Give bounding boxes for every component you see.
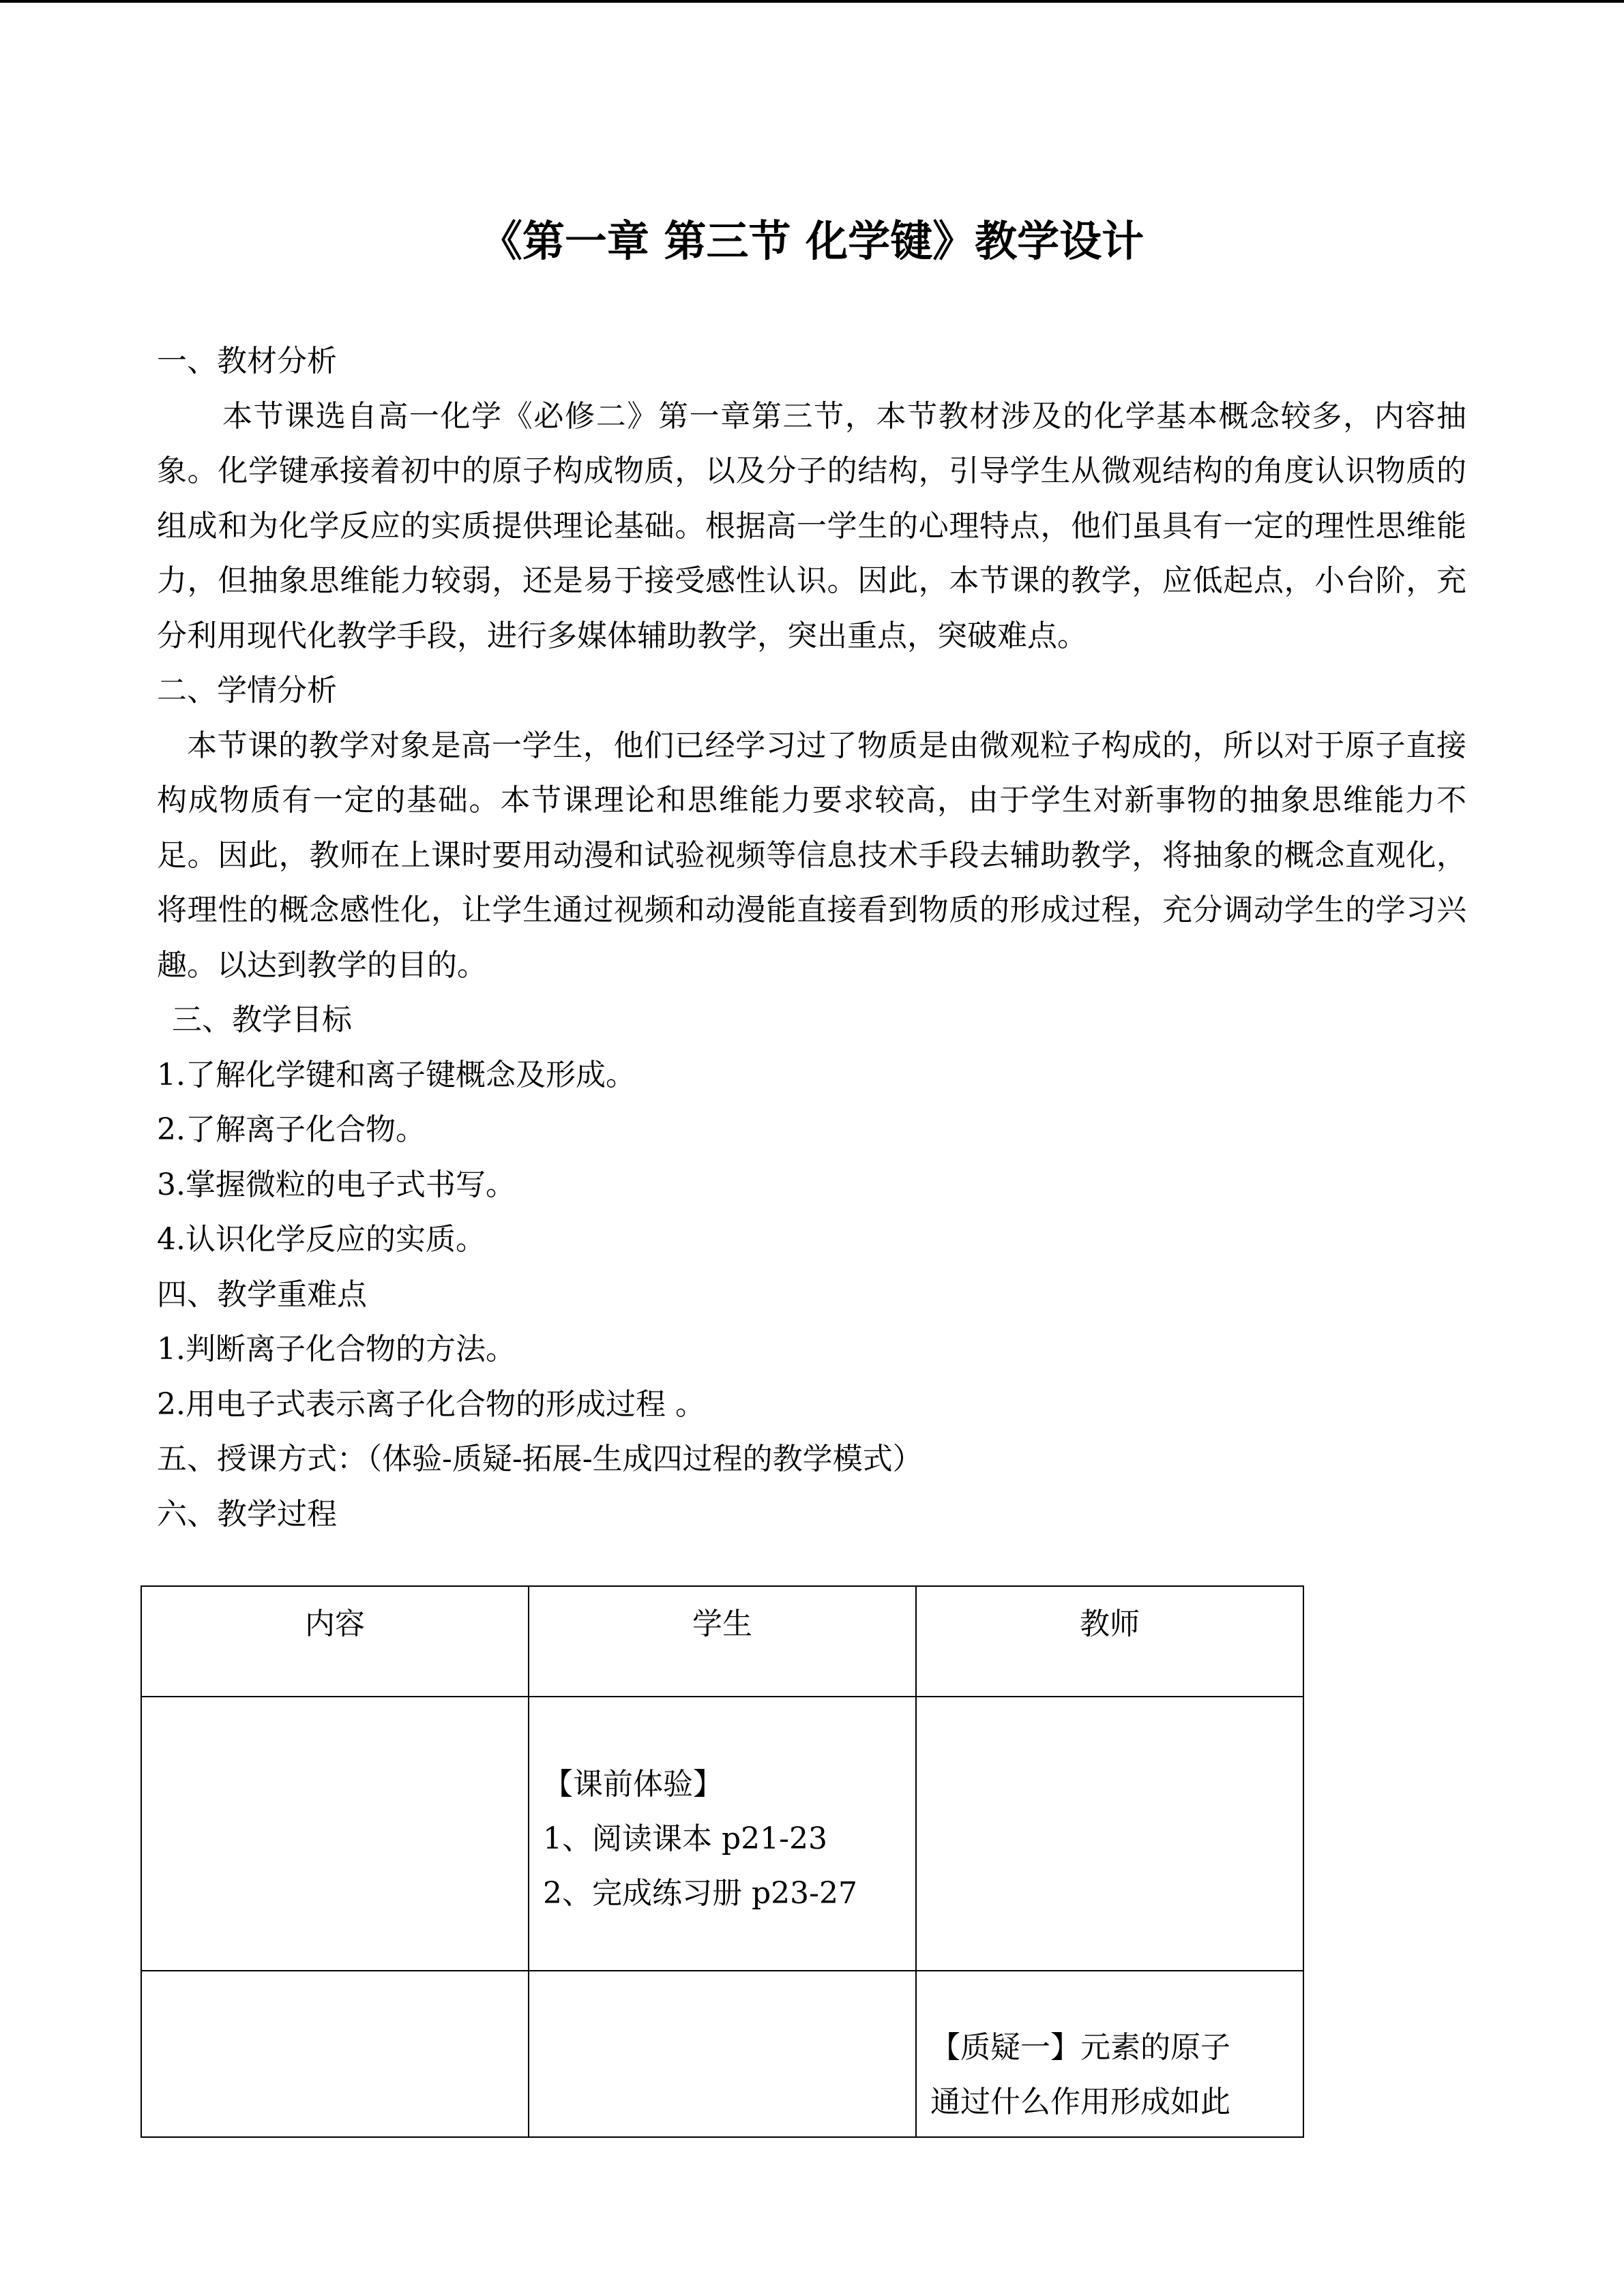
document-title: 《第一章 第三节 化学键》教学设计 [479, 216, 1145, 266]
section-heading-5: 五、授课方式：（体验-质疑-拓展-生成四过程的教学模式） [157, 1442, 923, 1476]
section-heading-1: 一、教材分析 [157, 344, 337, 378]
table-cell-student [529, 1697, 916, 1971]
table-cell-teacher [916, 1697, 1303, 1971]
header-content: 内容 [141, 1586, 529, 1697]
top-border [0, 0, 1624, 3]
objective-item: 2.了解离子化合物。 [157, 1112, 426, 1147]
section-heading-6: 六、教学过程 [157, 1496, 337, 1532]
table-cell-student [529, 1971, 916, 2137]
student-activity-line: 1、阅读课本 p21-23 [543, 1821, 827, 1856]
keypoint-item: 2.用电子式表示离子化合物的形成过程 。 [157, 1386, 705, 1422]
table-cell-content [141, 1971, 529, 2137]
teaching-process-table [141, 1585, 1304, 2138]
teacher-activity-line: 【质疑一】元素的原子 [930, 2030, 1230, 2065]
section-heading-2: 二、学情分析 [157, 673, 337, 708]
student-activity-line: 2、完成练习册 p23-27 [543, 1876, 857, 1911]
section-heading-4: 四、教学重难点 [157, 1277, 367, 1312]
table-header-row [141, 1586, 1303, 1697]
table-row [141, 1697, 1303, 1971]
table-cell-content [141, 1697, 529, 1971]
section-body-2: 本节课的教学对象是高一学生，他们已经学习过了物质是由微观粒子构成的，所以对于原子直接构成物质有一定的基础。本节课理论和思维能力要求较高，由于学生对新事物的抽象思维能力不足。因此，教师在上课时要用动漫和试验视频等信息技术手段去辅助教学，将抽象的概念直观化，将理性的概念感性化，让学生通过视频和动漫能直接看到物质的形成过程，充分调动学生的学习兴趣。以达到教学的目的。 [157, 728, 1466, 983]
table-cell-teacher [916, 1971, 1303, 2137]
header-student: 学生 [529, 1586, 916, 1697]
section-heading-3: 三、教学目标 [172, 1002, 352, 1037]
keypoint-item: 1.判断离子化合物的方法。 [157, 1332, 516, 1367]
student-activity-line: 【课前体验】 [543, 1767, 723, 1802]
header-teacher: 教师 [916, 1586, 1303, 1697]
teacher-activity-line: 通过什么作用形成如此 [930, 2085, 1230, 2119]
table-row [141, 1971, 1303, 2137]
objective-item: 3.掌握微粒的电子式书写。 [157, 1167, 516, 1202]
objective-item: 4.认识化学反应的实质。 [157, 1222, 486, 1257]
objective-item: 1.了解化学键和离子键概念及形成。 [157, 1057, 636, 1092]
section-body-1: 本节课选自高一化学《必修二》第一章第三节，本节教材涉及的化学基本概念较多，内容抽象。化学键承接着初中的原子构成物质，以及分子的结构，引导学生从微观结构的角度认识物质的组成和为化学反应的实质提供理论基础。根据高一学生的心理特点，他们虽具有一定的理性思维能力，但抽象思维能力较弱，还是易于接受感性认识。因此，本节课的教学，应低起点，小台阶，充分利用现代化教学手段，进行多媒体辅助教学，突出重点，突破难点。 [157, 398, 1466, 653]
document-body [157, 334, 1466, 1542]
